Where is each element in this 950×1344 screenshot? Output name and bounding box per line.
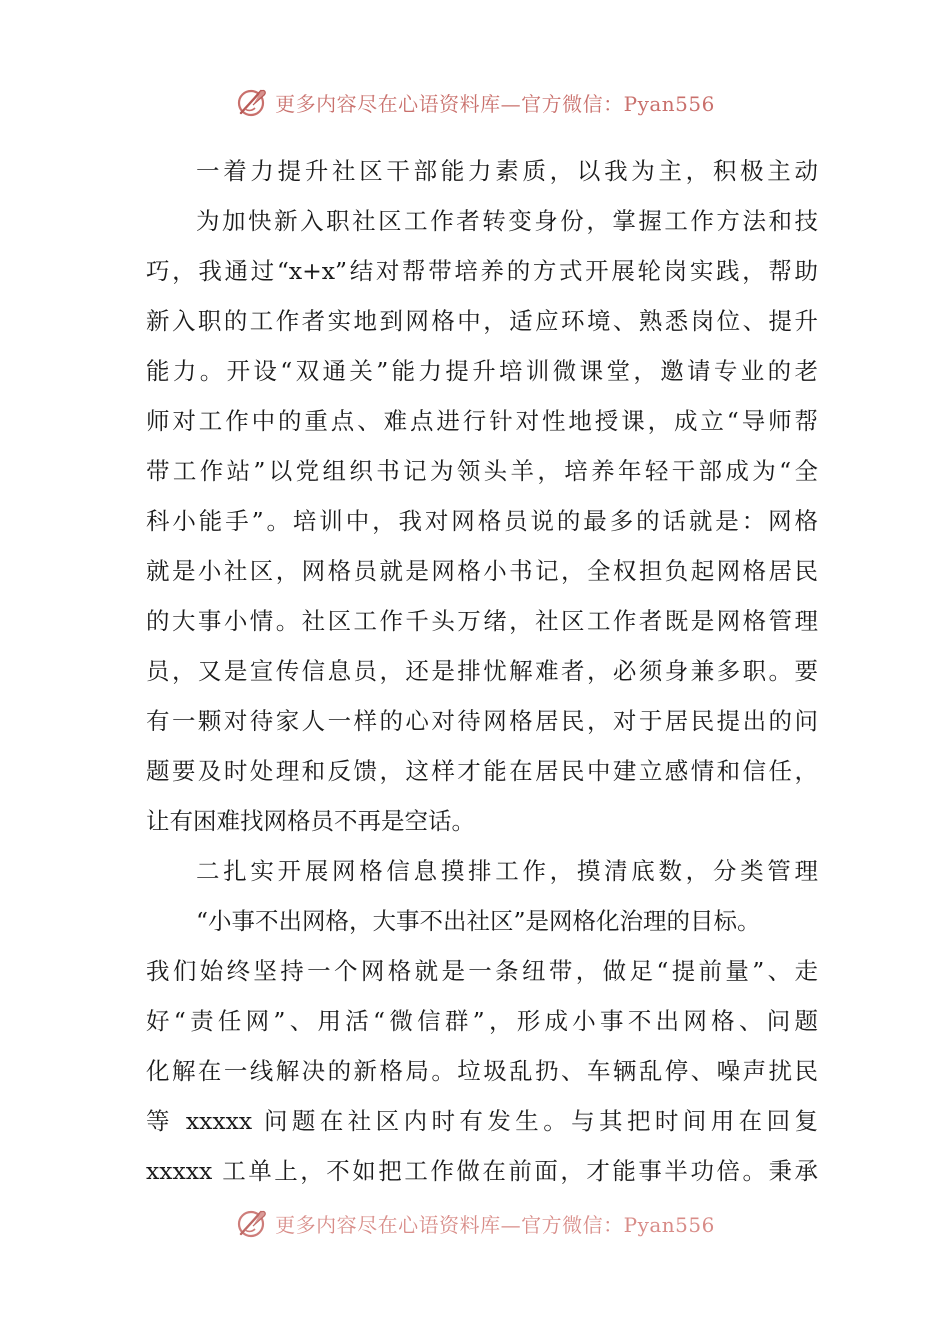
paragraph-line: 就是小社区，网格员就是网格小书记，全权担负起网格居民 <box>146 557 818 585</box>
paragraph-line: 我们始终坚持一个网格就是一条纽带，做足“提前量”、走 <box>146 957 818 985</box>
quill-logo-icon <box>235 1206 269 1240</box>
paragraph-line: 等 xxxxx 问题在社区内时有发生。与其把时间用在回复 <box>146 1107 818 1135</box>
paragraph-line: 的大事小情。社区工作千头万绪，社区工作者既是网格管理 <box>146 607 818 635</box>
paragraph-line: 师对工作中的重点、难点进行针对性地授课，成立“导师帮 <box>146 407 818 435</box>
paragraph-line: 化解在一线解决的新格局。垃圾乱扔、车辆乱停、噪声扰民 <box>146 1057 818 1085</box>
paragraph-line: 题要及时处理和反馈，这样才能在居民中建立感情和信任， <box>146 757 818 785</box>
paragraph-line: 让有困难找网格员不再是空话。 <box>146 807 475 835</box>
section-heading: 二扎实开展网格信息摸排工作，摸清底数，分类管理 <box>196 857 818 885</box>
paragraph-line: 能力。开设“双通关”能力提升培训微课堂，邀请专业的老 <box>146 357 818 385</box>
paragraph-line: 好“责任网”、用活“微信群”，形成小事不出网格、问题 <box>146 1007 818 1035</box>
paragraph-line: 巧，我通过“x+x”结对帮带培养的方式开展轮岗实践，帮助 <box>146 257 818 285</box>
quill-logo-icon <box>235 85 269 119</box>
paragraph-line: “小事不出网格，大事不出社区”是网格化治理的目标。 <box>196 907 761 935</box>
paragraph-line: 员，又是宣传信息员，还是排忧解难者，必须身兼多职。要 <box>146 657 818 685</box>
watermark-text: 更多内容尽在心语资料库—官方微信：Pyan556 <box>275 1212 715 1237</box>
paragraph-line: 科小能手”。培训中，我对网格员说的最多的话就是：网格 <box>146 507 818 535</box>
section-heading: 一着力提升社区干部能力素质，以我为主，积极主动 <box>196 157 818 185</box>
paragraph-line: 为加快新入职社区工作者转变身份，掌握工作方法和技 <box>196 207 818 235</box>
watermark-footer <box>0 1203 950 1243</box>
paragraph-line: 有一颗对待家人一样的心对待网格居民，对于居民提出的问 <box>146 707 818 735</box>
paragraph-line: xxxxx 工单上，不如把工作做在前面，才能事半功倍。秉承 <box>146 1157 818 1185</box>
document-body <box>146 146 818 1196</box>
paragraph-line: 带工作站”以党组织书记为领头羊，培养年轻干部成为“全 <box>146 457 818 485</box>
paragraph-line: 新入职的工作者实地到网格中，适应环境、熟悉岗位、提升 <box>146 307 818 335</box>
watermark-header <box>0 82 950 122</box>
watermark-text: 更多内容尽在心语资料库—官方微信：Pyan556 <box>275 91 715 116</box>
